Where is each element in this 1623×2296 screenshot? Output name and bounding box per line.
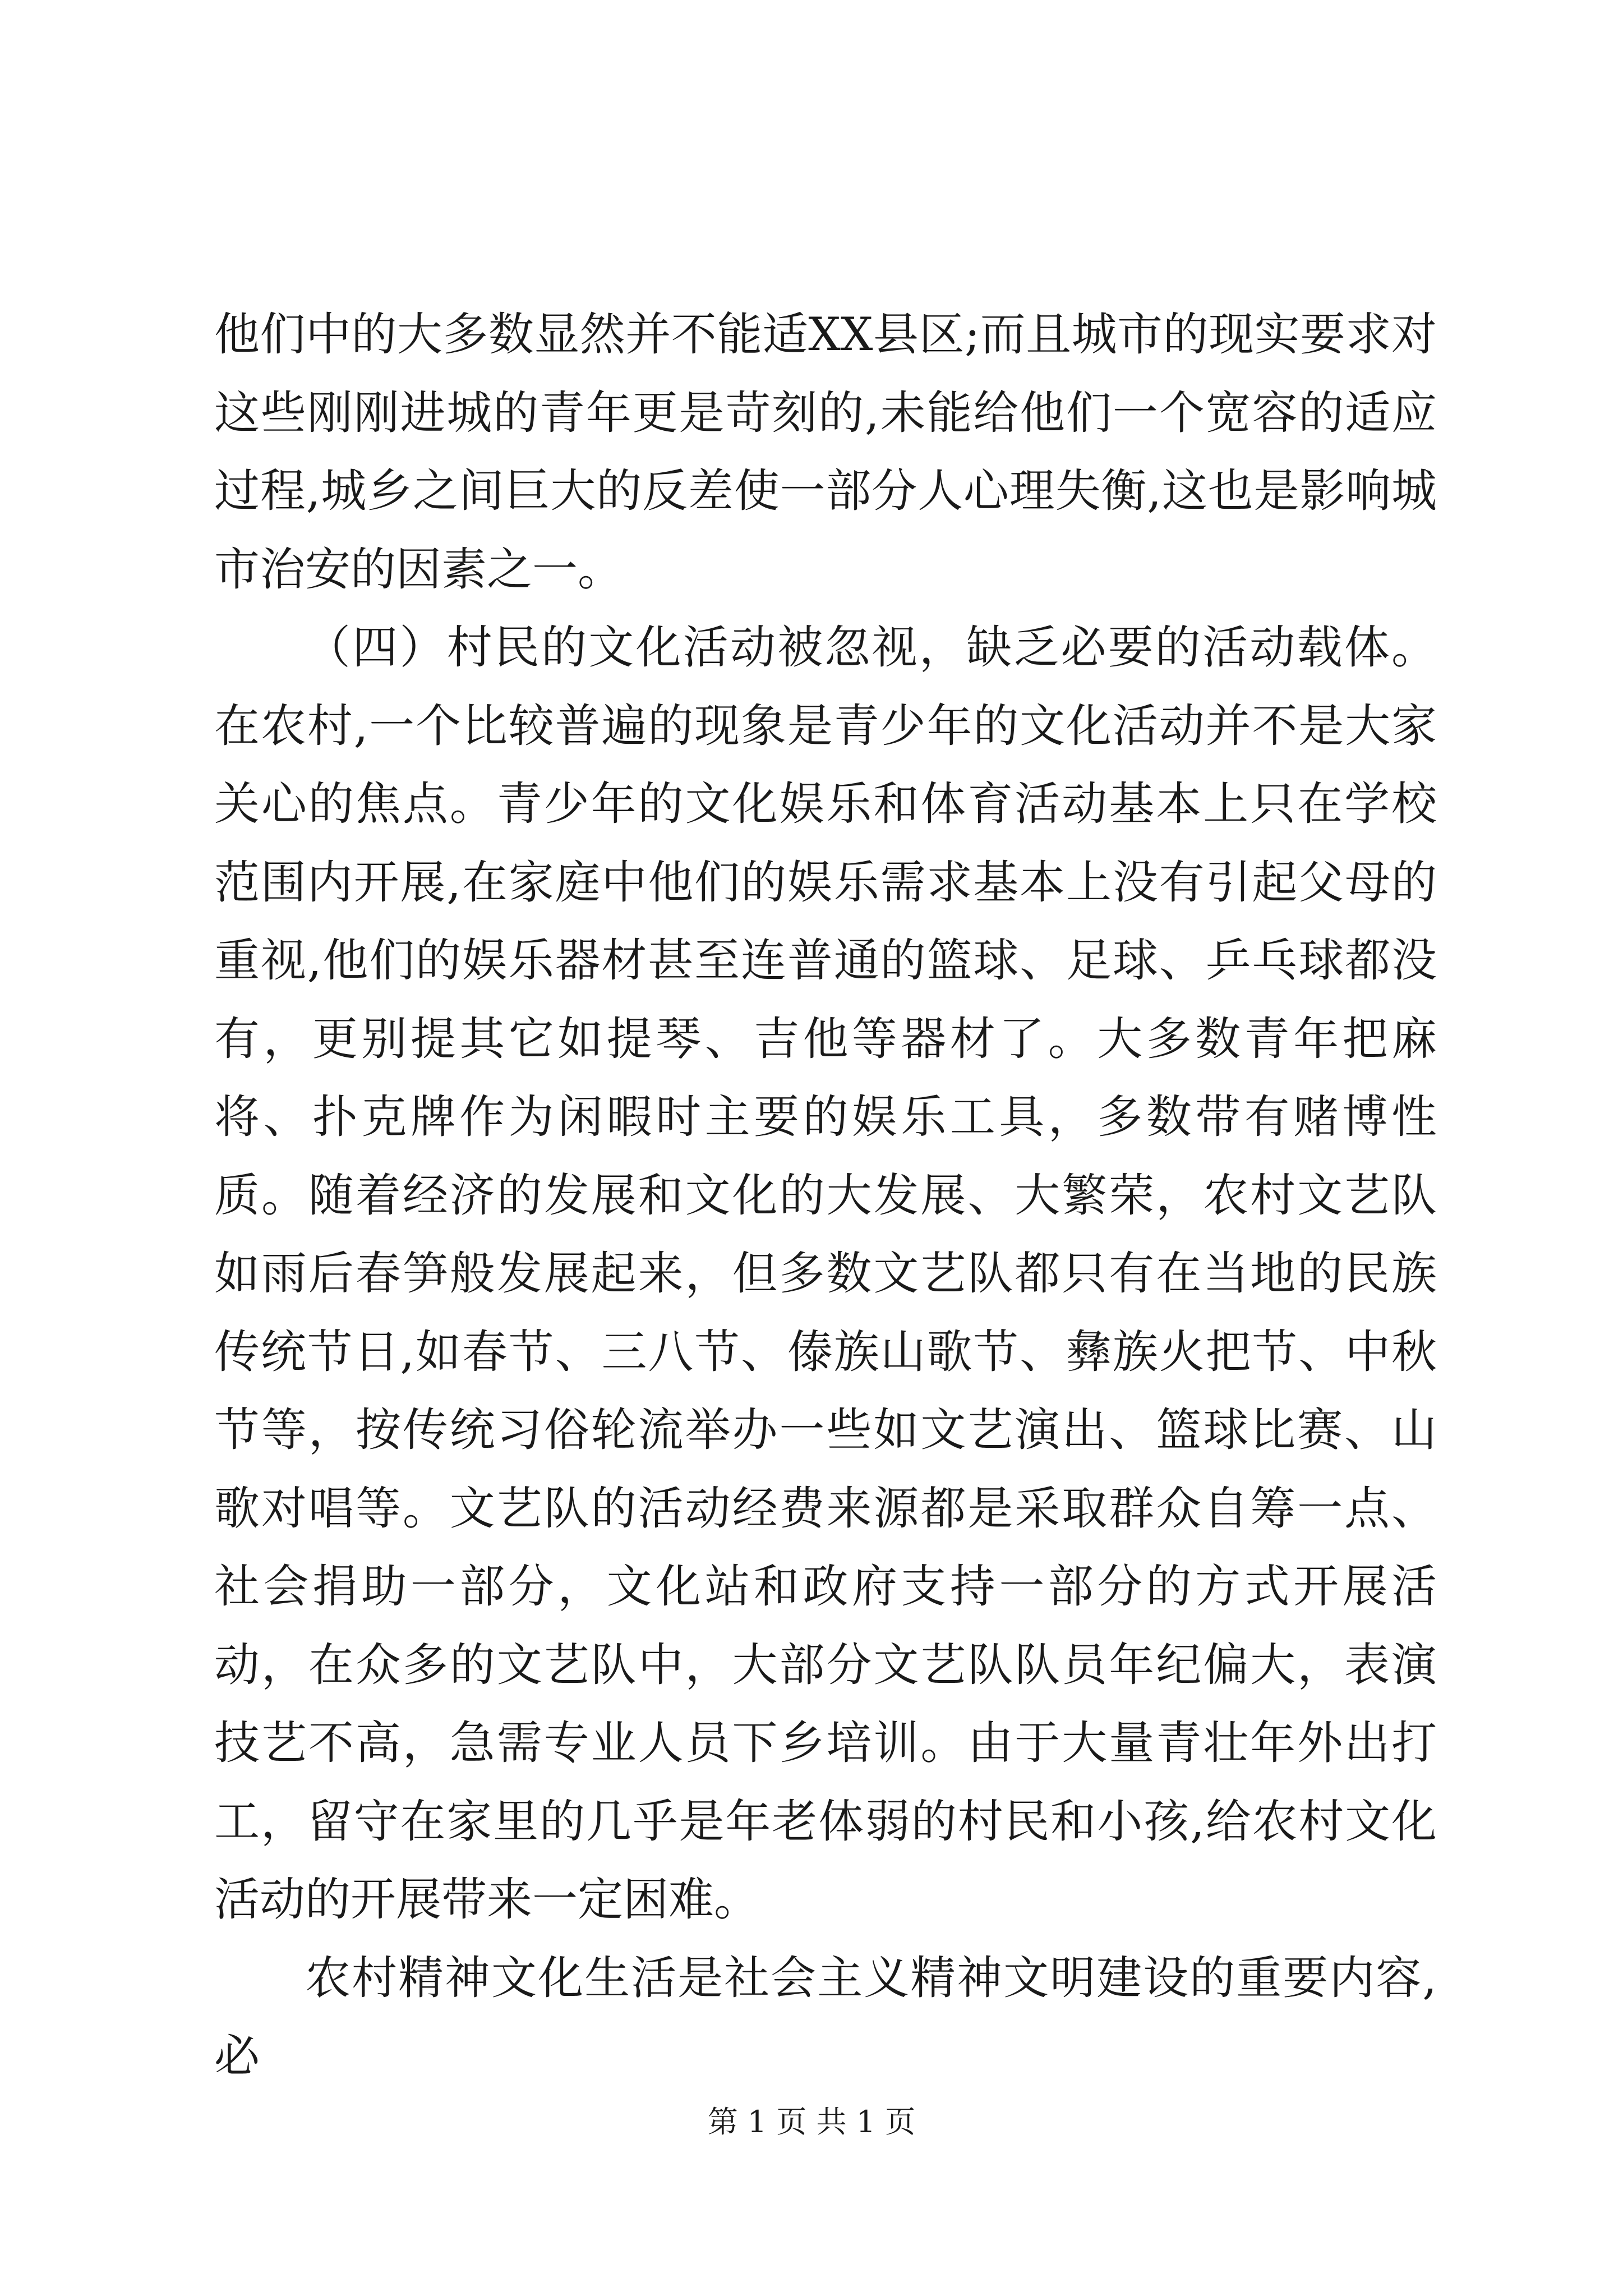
paragraph-3: 农村精神文化生活是社会主义精神文明建设的重要内容,必 [214, 1952, 1437, 2083]
document-body [214, 296, 1437, 2096]
paragraph-1: 他们中的大多数显然并不能适XX县区;而且城市的现实要求对这些刚刚进城的青年更是苛刻的,未能给他们一个宽容的适应过程,城乡之间巨大的反差使一部分人心理失衡,这也是影响城市治安的因素之一。 [214, 309, 1437, 596]
page-footer: 第 1 页 共 1 页 [707, 2104, 916, 2139]
paragraph-2: （四）村民的文化活动被忽视，缺乏必要的活动载体。在农村,一个比较普遍的现象是青少年的文化活动并不是大家关心的焦点。青少年的文化娱乐和体育活动基本上只在学校范围内开展,在家庭中他们的娱乐需求基本上没有引起父母的重视,他们的娱乐器材甚至连普通的篮球、足球、乒乓球都没有，更别提其它如提琴、吉他等器材了。大多数青年把麻将、扑克牌作为闲暇时主要的娱乐工具，多数带有赌博性质。随着经济的发展和文化的大发展、大繁荣，农村文艺队如雨后春笋般发展起来，但多数文艺队都只有在当地的民族传统节日,如春节、三八节、傣族山歌节、彝族火把节、中秋节等，按传统习俗轮流举办一些如文艺演出、篮球比赛、山歌对唱等。文艺队的活动经费来源都是采取群众自筹一点、社会捐助一部分，文化站和政府支持一部分的方式开展活动，在众多的文艺队中，大部分文艺队队员年纪偏大，表演技艺不高，急需专业人员下乡培训。由于大量青壮年外出打工，留守在家里的几乎是年老体弱的村民和小孩,给农村文化活动的开展带来一定困难。 [214, 622, 1437, 1926]
